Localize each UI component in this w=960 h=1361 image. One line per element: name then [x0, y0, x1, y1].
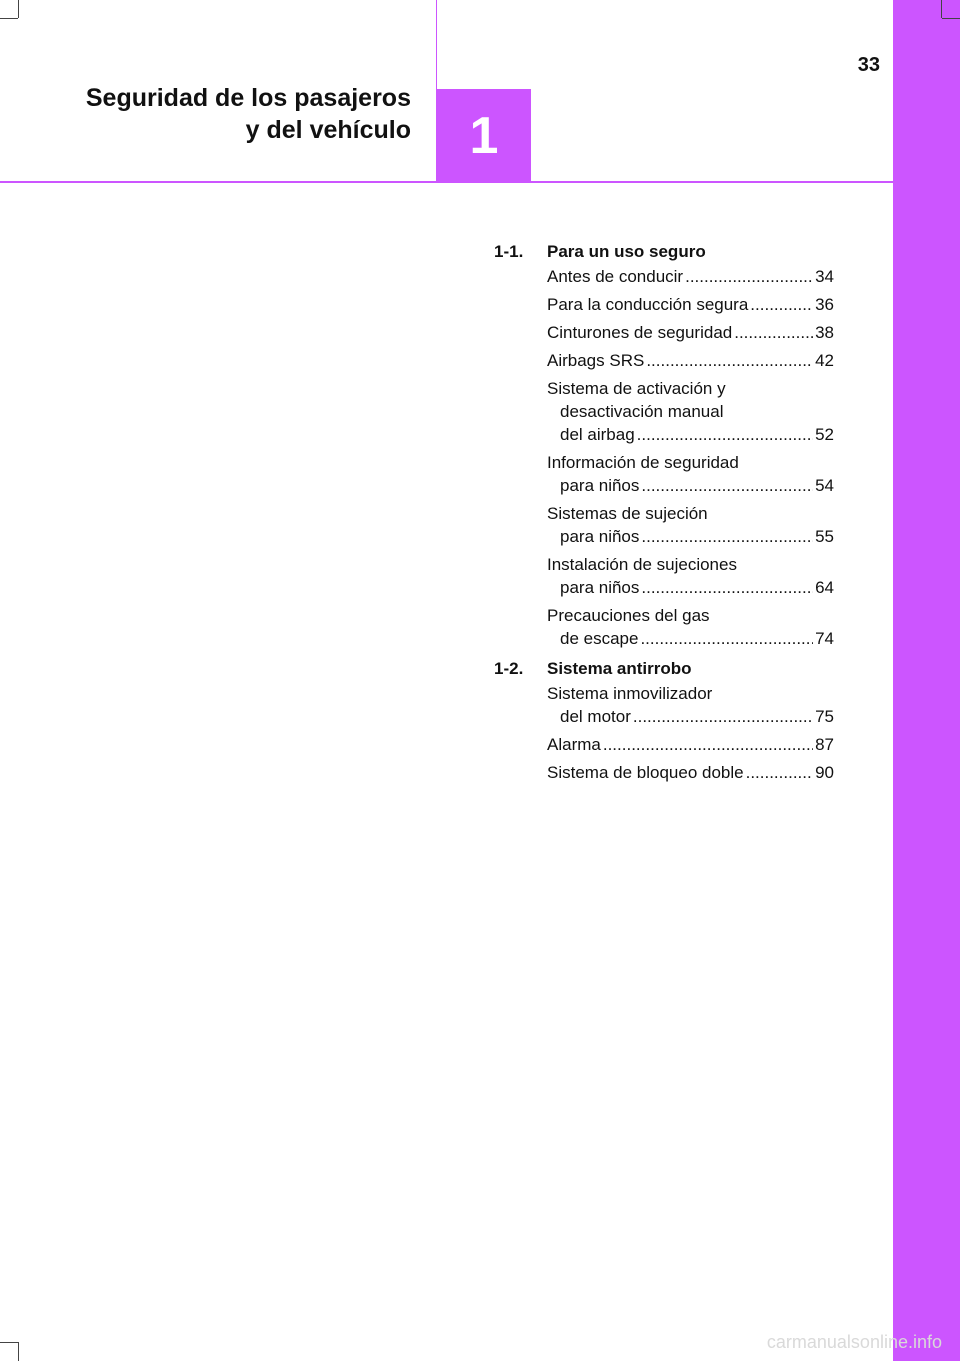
toc-entry-row — [547, 705, 834, 728]
toc-entry[interactable] — [547, 293, 834, 316]
toc-entry-label: Airbags SRS — [547, 351, 645, 370]
toc-page-number: 64 — [815, 578, 834, 597]
toc-entry[interactable] — [547, 553, 834, 599]
crop-mark — [18, 1342, 19, 1361]
crop-mark — [942, 18, 960, 19]
toc-page-number: 38 — [815, 323, 834, 342]
toc-section-title: Sistema antirrobo — [547, 658, 692, 678]
toc-leader-dots — [641, 474, 813, 497]
toc-entry-row — [547, 423, 834, 446]
toc-entry-line: Instalación de sujeciones — [547, 555, 737, 574]
section-title-line1: Seguridad de los pasajeros — [85, 84, 411, 112]
toc-entry-line: Sistema de activación y — [547, 379, 726, 398]
toc-section-title: Para un uso seguro — [547, 241, 706, 261]
toc-page-number: 34 — [815, 267, 834, 286]
toc-entry-row — [547, 761, 834, 784]
toc-leader-dots — [640, 627, 813, 650]
toc-leader-dots — [734, 321, 813, 344]
toc-entry-label: Alarma — [547, 735, 601, 754]
toc-entry-label: del motor — [560, 707, 631, 726]
toc-entry-label: Sistema de bloqueo doble — [547, 763, 744, 782]
chapter-number-tab: 1 — [437, 89, 531, 182]
toc-leader-dots — [603, 733, 813, 756]
toc-entry-line: Sistemas de sujeción — [547, 504, 708, 523]
toc-page-number: 75 — [815, 707, 834, 726]
section-title-line2: y del vehículo — [245, 116, 411, 144]
toc-entry[interactable] — [547, 265, 834, 288]
toc-leader-dots — [646, 349, 813, 372]
toc-page-number: 42 — [815, 351, 834, 370]
toc-page-number: 55 — [815, 527, 834, 546]
toc-section-heading[interactable] — [494, 655, 834, 682]
crop-mark — [0, 1342, 18, 1343]
toc-entry-line: Información de seguridad — [547, 453, 739, 472]
toc-entry-line: Precauciones del gas — [547, 606, 710, 625]
toc-entry-row — [547, 265, 834, 288]
toc-entry[interactable] — [547, 451, 834, 497]
toc-entry[interactable] — [547, 377, 834, 446]
toc-entry-line: desactivación manual — [560, 402, 724, 421]
toc-entry[interactable] — [547, 604, 834, 650]
toc-entry-label: del airbag — [560, 425, 635, 444]
toc-leader-dots — [641, 576, 813, 599]
toc-entry-row — [547, 525, 834, 548]
table-of-contents — [494, 238, 834, 789]
toc-entry[interactable] — [547, 761, 834, 784]
toc-entry-row — [547, 627, 834, 650]
toc-entry[interactable] — [547, 321, 834, 344]
side-color-band — [893, 0, 960, 1361]
toc-page-number: 87 — [815, 735, 834, 754]
toc-entry-row — [547, 733, 834, 756]
toc-page-number: 74 — [815, 629, 834, 648]
toc-leader-dots — [633, 705, 813, 728]
toc-entry-label: Cinturones de seguridad — [547, 323, 733, 342]
toc-entry-label: para niños — [560, 527, 640, 546]
crop-mark — [0, 18, 18, 19]
toc-entry[interactable] — [547, 682, 834, 728]
toc-entry[interactable] — [547, 733, 834, 756]
toc-entry-label: para niños — [560, 578, 640, 597]
toc-leader-dots — [685, 265, 813, 288]
crop-mark — [941, 0, 942, 18]
toc-page-number: 52 — [815, 425, 834, 444]
toc-leader-dots — [750, 293, 813, 316]
toc-leader-dots — [641, 525, 813, 548]
page-number: 33 — [857, 54, 880, 76]
toc-entry-label: de escape — [560, 629, 639, 648]
toc-entry-label: Para la conducción segura — [547, 295, 749, 314]
toc-entry-label: para niños — [560, 476, 640, 495]
watermark: carmanualsonline.info — [766, 1332, 942, 1352]
toc-page-number: 90 — [815, 763, 834, 782]
toc-section-heading[interactable] — [494, 238, 834, 265]
toc-entry-line: Sistema inmovilizador — [547, 684, 713, 703]
toc-entry-label: Antes de conducir — [547, 267, 684, 286]
toc-leader-dots — [746, 761, 813, 784]
toc-entry-row — [547, 576, 834, 599]
toc-section-number: 1-1. — [494, 241, 524, 261]
toc-page-number: 54 — [815, 476, 834, 495]
toc-section-number: 1-2. — [494, 658, 524, 678]
toc-leader-dots — [637, 423, 813, 446]
toc-entry[interactable] — [547, 502, 834, 548]
toc-entry-row — [547, 474, 834, 497]
toc-entry-row — [547, 293, 834, 316]
toc-entry-row — [547, 321, 834, 344]
section-title — [86, 82, 411, 146]
crop-mark — [18, 0, 19, 18]
toc-page-number: 36 — [815, 295, 834, 314]
toc-entry-row — [547, 349, 834, 372]
toc-entry[interactable] — [547, 349, 834, 372]
